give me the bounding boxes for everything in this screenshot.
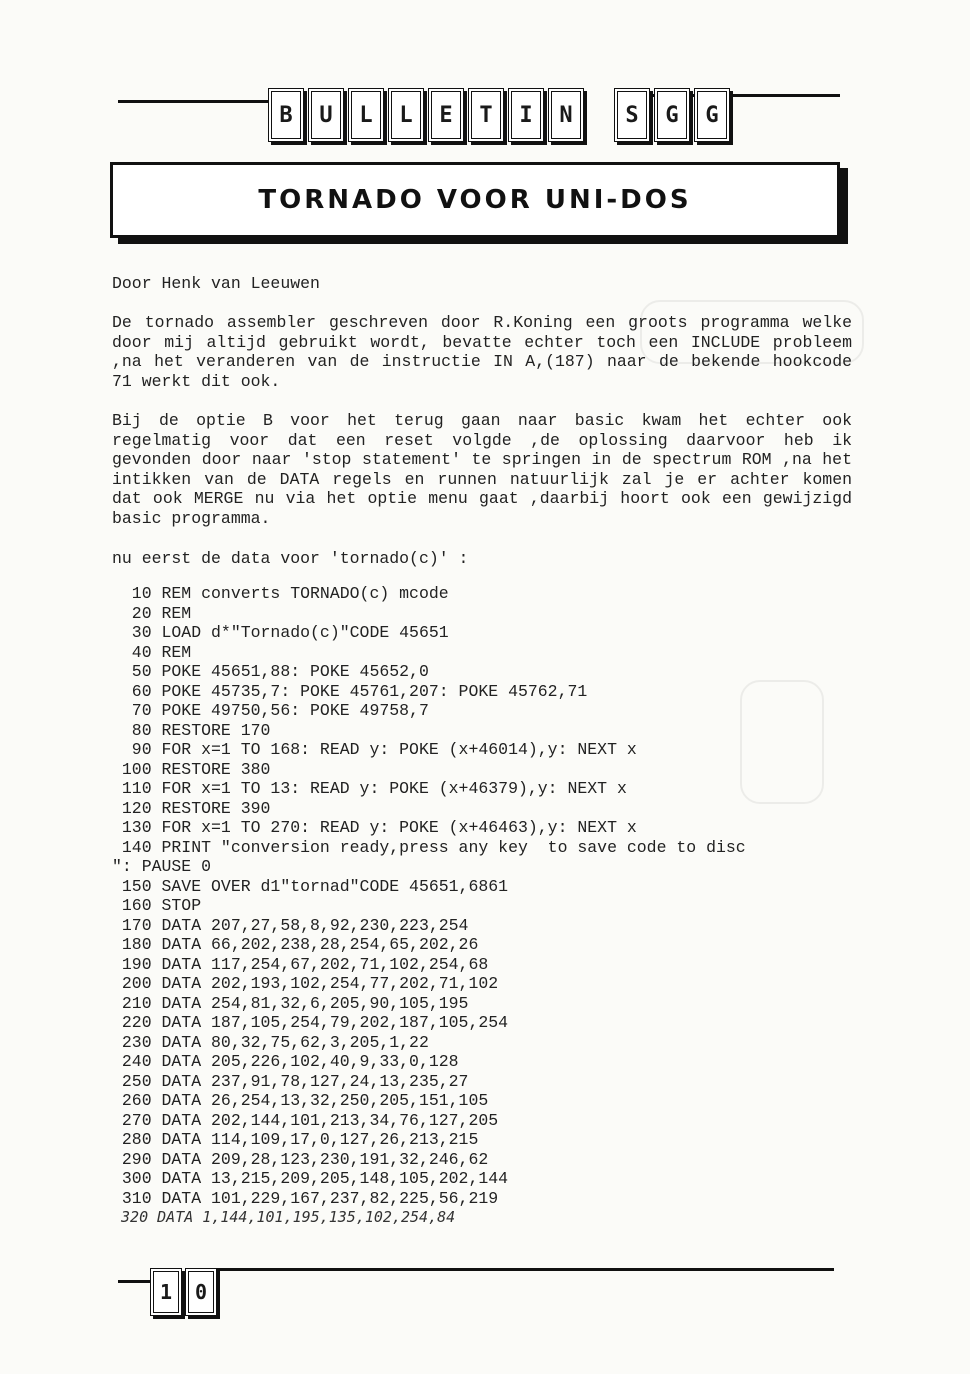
code-line: 100 RESTORE 380 <box>112 759 271 779</box>
masthead-letter: G <box>654 88 690 142</box>
code-line: 50 POKE 45651,88: POKE 45652,0 <box>112 662 429 681</box>
code-line: 170 DATA 207,27,58,8,92,230,223,254 <box>112 915 469 935</box>
paragraph-intro: De tornado assembler geschreven door R.Koning een groots programma welke door mij altijd gebruikt wordt, bevatte echter toch een INCLUDE probleem ,na het veranderen van de instructie IN A,(187) naar de bekende hookcode 71 werkt dit ook. <box>112 313 852 391</box>
code-line: 260 DATA 26,254,13,32,250,205,151,105 <box>112 1091 489 1110</box>
code-line: 200 DATA 202,193,102,254,77,202,71,102 <box>112 974 499 993</box>
code-line: 280 DATA 114,109,17,0,127,26,213,215 <box>112 1130 479 1149</box>
masthead-letter: E <box>428 88 464 142</box>
masthead-letter: G <box>694 88 730 142</box>
code-line: 180 DATA 66,202,238,28,254,65,202,26 <box>112 935 479 954</box>
code-line: 70 POKE 49750,56: POKE 49758,7 <box>112 701 429 720</box>
code-line: 130 FOR x=1 TO 270: READ y: POKE (x+46463),y: NEXT x <box>112 818 637 837</box>
code-line: 210 DATA 254,81,32,6,205,90,105,195 <box>112 993 469 1013</box>
code-line: 110 FOR x=1 TO 13: READ y: POKE (x+46379),y: NEXT x <box>112 779 627 798</box>
code-line: 220 DATA 187,105,254,79,202,187,105,254 <box>112 1013 509 1032</box>
footer-rule-left <box>118 1280 150 1283</box>
masthead-letter: L <box>388 88 424 142</box>
code-line: 190 DATA 117,254,67,202,71,102,254,68 <box>112 954 489 974</box>
code-line: 300 DATA 13,215,209,205,148,105,202,144 <box>112 1169 509 1188</box>
page-number-digit: 0 <box>185 1268 217 1316</box>
code-line: 80 RESTORE 170 <box>112 720 271 740</box>
code-line: 250 DATA 237,91,78,127,24,13,235,27 <box>112 1071 469 1091</box>
code-line: 310 DATA 101,229,167,237,82,225,56,219 <box>112 1188 499 1208</box>
masthead-letter: B <box>268 88 304 142</box>
code-line: 160 STOP <box>112 896 202 915</box>
page-number-digit: 1 <box>150 1268 182 1316</box>
code-line: 230 DATA 80,32,75,62,3,205,1,22 <box>112 1032 429 1052</box>
code-line: 90 FOR x=1 TO 168: READ y: POKE (x+46014),y: NEXT x <box>112 740 637 759</box>
code-line: ": PAUSE 0 <box>112 857 212 876</box>
paragraph-data-intro: nu eerst de data voor 'tornado(c)' : <box>112 549 469 568</box>
masthead-letter: S <box>614 88 650 142</box>
masthead-rule-left <box>118 100 268 103</box>
code-line-handwritten: 320 DATA 1,144,101,195,135,102,254,84 <box>112 1208 456 1226</box>
code-line: 140 PRINT "conversion ready,press any key to save code to disc <box>112 837 746 857</box>
masthead-logo <box>268 88 730 140</box>
masthead-letter: T <box>468 88 504 142</box>
author-line: Door Henk van Leeuwen <box>112 274 320 293</box>
code-line: 290 DATA 209,28,123,230,191,32,246,62 <box>112 1149 489 1169</box>
masthead-letter: U <box>308 88 344 142</box>
code-line: 20 REM <box>112 603 192 623</box>
article-title-box <box>110 162 840 238</box>
code-line: 270 DATA 202,144,101,213,34,76,127,205 <box>112 1110 499 1130</box>
basic-listing <box>112 584 857 1228</box>
masthead-letter: N <box>548 88 584 142</box>
paragraph-option-b: Bij de optie B voor het terug gaan naar basic kwam het echter ook regelmatig voor dat een reset volgde ,de oplossing daarvoor heb ik gevonden door naar 'stop statement' te springen in de spectrum ROM ,na het intikken van de DATA regels en runnen natuurlijk zal je er achter komen dat ook MERGE nu via het optie menu gaat ,daarbij hoort ook een gewijzigd basic programma. <box>112 411 852 528</box>
code-line: 10 REM converts TORNADO(c) mcode <box>112 584 449 603</box>
code-line: 120 RESTORE 390 <box>112 798 271 818</box>
masthead-letter: L <box>348 88 384 142</box>
code-line: 30 LOAD d*"Tornado(c)"CODE 45651 <box>112 623 449 642</box>
code-line: 240 DATA 205,226,102,40,9,33,0,128 <box>112 1052 459 1071</box>
masthead-letter: I <box>508 88 544 142</box>
code-line: 40 REM <box>112 642 192 662</box>
article-title: TORNADO VOOR UNI-DOS <box>258 185 692 215</box>
code-line: 60 POKE 45735,7: POKE 45761,207: POKE 45762,71 <box>112 681 588 701</box>
footer-rule-right <box>214 1268 834 1271</box>
code-line: 150 SAVE OVER d1"tornad"CODE 45651,6861 <box>112 876 509 896</box>
page-number <box>150 1268 217 1316</box>
